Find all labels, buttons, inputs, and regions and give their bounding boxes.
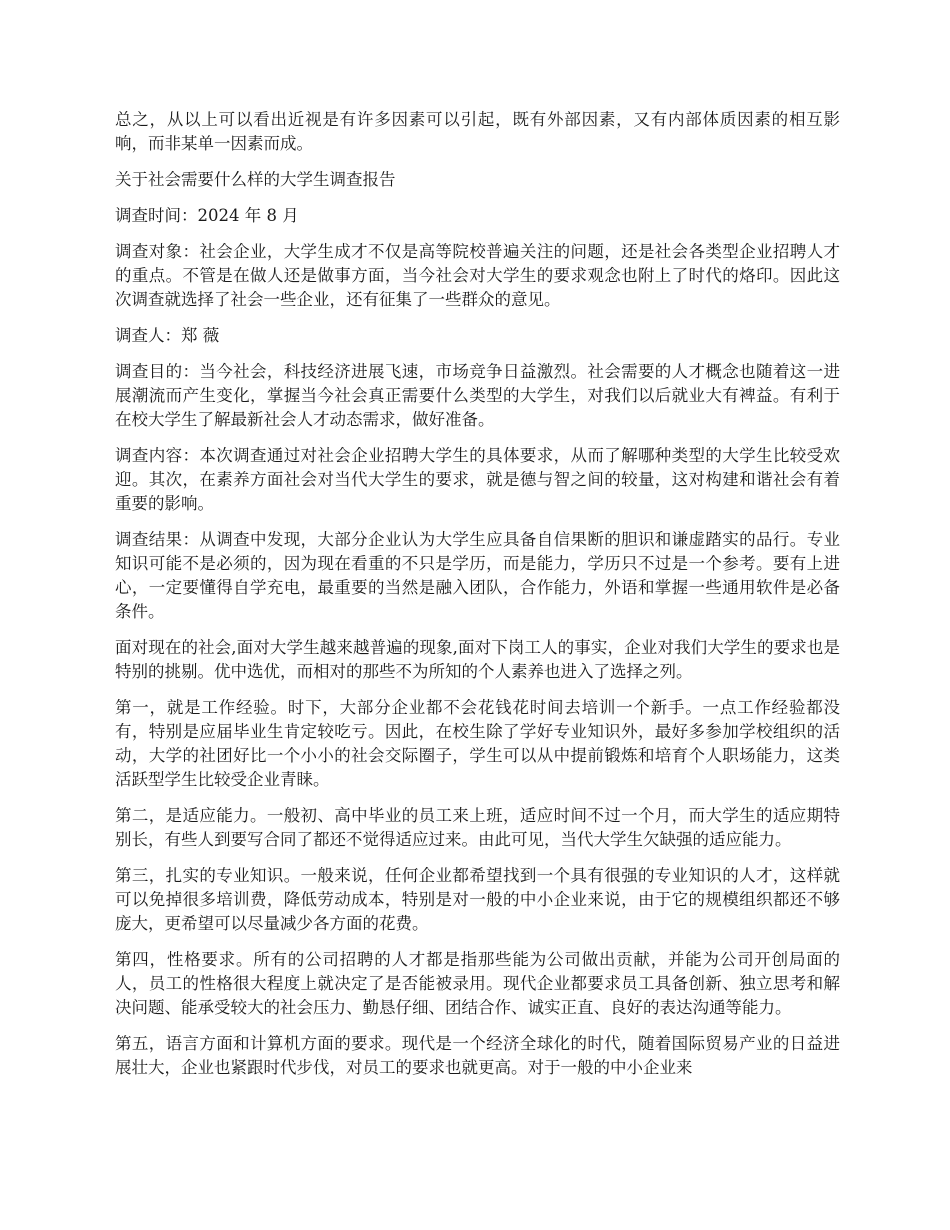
- paragraph-second: 第二，是适应能力。一般初、高中毕业的员工来上班，适应时间不过一个月，而大学生的适应期特别长，有些人到要写合同了都还不觉得适应过来。由此可见，当代大学生欠缺强的适应能力。: [115, 806, 840, 849]
- survey-time: 调查时间：2024 年 8 月: [115, 206, 299, 225]
- survey-purpose: 调查目的：当今社会，科技经济进展飞速，市场竞争日益激烈。社会需要的人才概念也随着这一进展潮流而产生变化，掌握当今社会真正需要什么类型的大学生，对我们以后就业大有裨益。有利于在校大学生了解最新社会人才动态需求，做好准备。: [115, 362, 840, 429]
- paragraph-society: 面对现在的社会,面对大学生越来越普遍的现象,面对下岗工人的事实，企业对我们大学生的要求也是特别的挑剔。优中选优，而相对的那些不为所知的个人素养也进入了选择之列。: [115, 638, 840, 681]
- paragraph-conclusion: 总之，从以上可以看出近视是有许多因素可以引起，既有外部因素，又有内部体质因素的相互影响，而非某单一因素而成。: [115, 110, 840, 153]
- survey-content: 调查内容：本次调查通过对社会企业招聘大学生的具体要求，从而了解哪种类型的大学生比较受欢迎。其次，在素养方面社会对当代大学生的要求，就是德与智之间的较量，这对构建和谐社会有着重要的影响。: [115, 446, 840, 513]
- paragraph-fifth: 第五，语言方面和计算机方面的要求。现代是一个经济全球化的时代，随着国际贸易产业的日益进展壮大，企业也紧跟时代步伐，对员工的要求也就更高。对于一般的中小企业来: [115, 1034, 840, 1077]
- report-title: 关于社会需要什么样的大学生调查报告: [115, 170, 396, 189]
- paragraph-third: 第三，扎实的专业知识。一般来说，任何企业都希望找到一个具有很强的专业知识的人才，这样就可以免掉很多培训费，降低劳动成本，特别是对一般的中小企业来说，由于它的规模组织都还不够庞大，更希望可以尽量减少各方面的花费。: [115, 866, 840, 933]
- paragraph-first: 第一，就是工作经验。时下，大部分企业都不会花钱花时间去培训一个新手。一点工作经验都没有，特别是应届毕业生肯定较吃亏。因此，在校生除了学好专业知识外，最好多参加学校组织的活动，大学的社团好比一个小小的社会交际圈子，学生可以从中提前锻炼和培育个人职场能力，这类活跃型学生比较受企业青睐。: [115, 698, 840, 789]
- survey-result: 调查结果：从调查中发现，大部分企业认为大学生应具备自信果断的胆识和谦虚踏实的品行。专业知识可能不是必须的，因为现在看重的不只是学历，而是能力，学历只不过是一个参考。要有上进心，一定要懂得自学充电，最重要的当然是融入团队，合作能力，外语和掌握一些通用软件是必备条件。: [115, 530, 840, 621]
- document-page: [115, 108, 840, 1092]
- paragraph-fourth: 第四，性格要求。所有的公司招聘的人才都是指那些能为公司做出贡献，并能为公司开创局面的人，员工的性格很大程度上就决定了是否能被录用。现代企业都要求员工具备创新、独立思考和解决问题、能承受较大的社会压力、勤恳仔细、团结合作、诚实正直、良好的表达沟通等能力。: [115, 950, 840, 1017]
- survey-subject: 调查对象：社会企业，大学生成才不仅是高等院校普遍关注的问题，还是社会各类型企业招聘人才的重点。不管是在做人还是做事方面，当今社会对大学生的要求观念也附上了时代的烙印。因此这次调查就选择了社会一些企业，还有征集了一些群众的意见。: [115, 242, 840, 309]
- surveyor: 调查人：郑 薇: [115, 326, 220, 345]
